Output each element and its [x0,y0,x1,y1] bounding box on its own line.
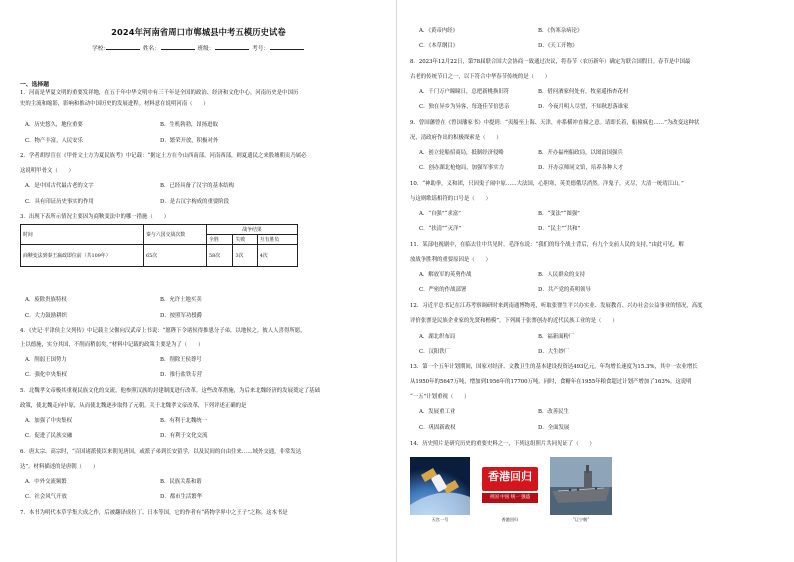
q6-option-c[interactable]: C．社会风气开放 [25,494,67,500]
student-info-line [0,44,397,52]
question-5-line-2: 政策，使北魏走向中原，从而使北魏逐步取得了元朝。关于北魏孝文帝改革，下列评述正确的是 [20,403,247,409]
q3-header-draw: 互有胜负 [257,235,297,245]
question-10-line-1: 10．“神助拳，义和团，只因鬼子闹中原……大法国，心胆寒，英美德俄尽消然。洋鬼子，灭尽，大清一统靖江山。” [410,181,684,187]
q5-option-c[interactable]: C．促进了民族交融 [25,433,73,439]
question-3-line-1: 3．出现下表所示情况主要因为商鞅变法中的哪一措施（ ） [20,214,169,220]
q7-option-b[interactable]: B．《伤寒杂病论》 [538,28,583,34]
question-12-line-1: 12．习近平总书记在江苏考察调研时来到南通博物苑，听取张謇生平兴办实业、发展教育、兴办社会公益事业的情况，高度 [410,303,703,309]
q3-option-b[interactable]: B．允许土地买卖 [160,297,202,303]
q2-option-b[interactable]: B．已经具备了汉字的基本结构 [160,183,235,189]
question-14-line-1: 14．历史照片是研究历史的重要史料之一，下列这组照片共同见证了（ ） [410,441,595,447]
class-blank[interactable] [215,49,249,50]
q3-row-win: 58次 [207,245,233,267]
question-8-line-2: 古老的传统节日之一，以下符合中华春节传统的是（ ） [410,74,551,80]
q4-option-d[interactable]: D．推行盐铁专营 [160,372,203,378]
question-2-line-2: 这说明甲骨文（ ） [20,168,74,174]
q12-option-c[interactable]: C．汉阳铁厂 [419,349,451,355]
question-9-line-2: 况，清政府作出的积极探索是（ ） [410,135,502,141]
question-11-line-1: 11．某部电视剧中，在临去往中共见时，毛泽东说：“我们的每个战士背后，有九个支前人民的支持，”由此可见，解 [410,242,684,248]
question-2-line-1: 2．学者胡厚宣在《甲骨文土方为夏民族考》中记载：“据定土方在今山西南部，河南西部，则夏遗民之来股墟朝贡乃属必 [20,153,307,159]
question-13-line-3: “一五”计划重视（ ） [410,394,470,400]
q7-option-a[interactable]: A．《黄帝内经》 [419,28,458,34]
q3-header-results: 战争结果 [207,225,298,235]
q13-option-b[interactable]: B．改善民生 [538,409,569,415]
q3-row-draw: 4次 [257,245,297,267]
hong-kong-return-logo [480,457,540,515]
question-7-line-1: 7．本书为明代本草学集大成之作，后被翻译成拉丁、日本等国，它的作者有“药物学界中之王子”之称。这本书是 [20,510,288,516]
q3-header-lose: 失败 [233,235,257,245]
q11-option-c[interactable]: C．严密的作战部署 [419,287,467,293]
q12-option-d[interactable]: D．大生纱厂 [538,349,570,355]
q13-option-d[interactable]: D．全面发展 [538,425,570,431]
question-1-line-2: 史的主流和缩影，影响和推动中国历史的发展进程。材料意在说明河南（ ） [20,101,209,107]
hong-kong-logo-sub-text: 祖国 中国 统一 强盛 [489,495,531,500]
exam-number-blank[interactable] [270,49,304,50]
q9-option-a[interactable]: A．创立轮船招商局，抵制经济侵略 [419,150,504,156]
q12-option-b[interactable]: B．福新面粉厂 [538,334,575,340]
exam-number-label: 考号： [252,46,269,52]
question-6-line-1: 6．唐太宗、高宗时，“百国诸派使臣来朝见唐国，或派子弟到长安留学，以及民间的自由往来……域外交通，非常发达 [20,449,302,455]
q4-option-c[interactable]: C．强化中央集权 [25,372,67,378]
q6-option-a[interactable]: A．中外交流频繁 [25,479,67,485]
space-station-photo [410,457,470,515]
q1-option-b[interactable]: B．生机勃勃，昂扬进取 [160,122,218,128]
q3-header-battles: 秦与六国交战次数 [144,225,207,245]
q10-option-d[interactable]: D．“民主”“共和” [538,226,581,232]
question-13-line-2: 从1950年的5647万吨，增加到1956年的17700万吨。同时，食糖年在1955年粮食超过计划产增加了163%。这说明 [410,379,692,385]
q11-option-b[interactable]: B．人民群众的支持 [538,272,586,278]
q2-option-a[interactable]: A．是中国古代最古老的文字 [25,183,94,189]
name-label: 姓名： [142,46,160,52]
q13-option-a[interactable]: A．发展重工业 [419,409,456,415]
q6-option-d[interactable]: D．都市生活繁华 [160,494,203,500]
question-4-line-2: 上以德施，实分其国，不削而稍弱矣。”材料中记载的政策主要是为了（ ） [20,342,204,348]
q3-row-label: 商鞅变法到秦王嬴政即位前（共109年） [21,245,144,267]
name-blank[interactable] [161,49,195,50]
question-1-line-1: 1．河南是华夏文明的重要发祥地，在五千年中华文明中有三千年是全国的政治、经济和文化中心。河南历史是中国历 [20,90,299,96]
question-4-line-1: 4．《史记·平津侯主父列传》中记载主父偃向汉武帝上书说：“愿陛下令诸侯得推恩分子弟，以地侯之。彼人人喜得所愿， [20,328,306,334]
q10-option-c[interactable]: C．“扶清”“灭洋” [419,226,462,232]
question-6-line-2: 达”。材料描述的是唐朝（ ） [20,464,99,470]
q1-option-c[interactable]: C．物产丰富，人民安乐 [25,138,84,144]
q3-row-lose: 3次 [233,245,257,267]
q13-option-c[interactable]: C．巩固新政权 [419,425,456,431]
q4-option-a[interactable]: A．削弱王国势力 [25,357,67,363]
q3-header-win: 全胜 [207,235,233,245]
q5-option-b[interactable]: B．有利于北魏统一 [160,418,208,424]
q3-table [20,224,298,267]
question-9-line-1: 9．曾国藩曾在《曾国藩家书》中提到：“夷船至上海、天津，亦系横冲直撞之意。请即长着，船撞疯也……”为改变这种状 [410,120,700,126]
q8-option-d[interactable]: D．今夜月明人尽望，不知秋思落谁家 [538,104,629,110]
q7-option-c[interactable]: C．《本草纲目》 [419,43,459,49]
q8-option-b[interactable]: B．借问酒家何处有，牧童遥指杏花村 [538,89,629,95]
q2-option-c[interactable]: C．具有印证历史事实的作用 [25,199,94,205]
class-label: 班级： [197,46,215,52]
q9-option-b[interactable]: B．开办福州船政局，以图富国强兵 [538,150,623,156]
q7-option-d[interactable]: D．《天工开物》 [538,43,578,49]
photo-caption-3: “辽宁舰” [572,517,590,522]
question-11-line-2: 放战争胜利的重要原因是（ ） [410,257,491,263]
q8-option-c[interactable]: C．独在异乡为异客，每逢佳节倍思亲 [419,104,510,110]
q10-option-b[interactable]: B．“变法”“图强” [538,211,580,217]
q6-option-b[interactable]: B．民族关系和谐 [160,479,202,485]
q1-option-d[interactable]: D．繁荣开放，积极对外 [160,138,219,144]
q9-option-d[interactable]: D．开办京师同文馆，培养各种人才 [538,165,624,171]
q5-option-d[interactable]: D．有利于文化交流 [160,433,208,439]
q12-option-a[interactable]: A．湖北织布局 [419,334,456,340]
q3-option-a[interactable]: A．废除贵族特权 [25,297,67,303]
question-12-line-2: 评价张謇是民族企业家的先贤和楷模”。下列属于张謇创办的近代民族工业的是（ ） [410,318,618,324]
q1-option-a[interactable]: A．历史悠久，地位重要 [25,122,83,128]
aircraft-carrier-photo [550,457,612,515]
question-5-line-1: 5．北魏孝文帝极其重视民族文化的交流，他参照汉族的封建制度进行改革。这些改革措施，为后来北魏经济的发展奠定了基础 [20,388,320,394]
q2-option-d[interactable]: D．是古汉字构成的重要阶段 [160,199,230,205]
q9-option-c[interactable]: C．创办湖北枪炮局，加强军事实力 [419,165,504,171]
question-13-line-1: 13．第一个五年计划期间，国家对经济、文教卫生的基本建设投资达493亿元，年均增长速度为15.3%，其中一农业增长 [410,364,698,370]
q10-option-a[interactable]: A．“自强”“求富” [419,211,461,217]
hong-kong-logo-main-text: 香港回归 [488,470,532,483]
q11-option-a[interactable]: A．解放军的英勇作战 [419,272,472,278]
exam-title: 2024年河南省周口市郸城县中考五模历史试卷 [111,27,286,37]
q3-row-battles: 65次 [144,245,207,267]
q3-header-time: 时间 [21,225,144,245]
q4-option-b[interactable]: B．削除王侯尊号 [160,357,202,363]
section-heading: 一、选择题 [20,82,49,88]
q11-option-d[interactable]: D．共产党的英明领导 [538,287,591,293]
q8-option-a[interactable]: A．千门万户瞳瞳日，总把新桃换旧符 [419,89,510,95]
q3-option-d[interactable]: D．按照军功授爵 [160,313,203,319]
q3-option-c[interactable]: C．大力鼓励耕织 [25,313,67,319]
photo-caption-1: 天宫一号 [431,517,449,522]
school-blank[interactable] [106,49,140,50]
question-8-line-1: 8．2023年12月22日，第78届联合国大会协商一致通过决议，将春节（农历新年）确定为联合国假日。春节是中国最 [410,59,691,65]
school-label: 学校: [92,46,106,52]
question-10-line-2: 与这则歌谣相符的口号是（ ） [410,196,491,202]
right-page [397,0,794,562]
photo-caption-2: 香港回归 [501,517,519,522]
q5-option-a[interactable]: A．加强了中央集权 [25,418,73,424]
